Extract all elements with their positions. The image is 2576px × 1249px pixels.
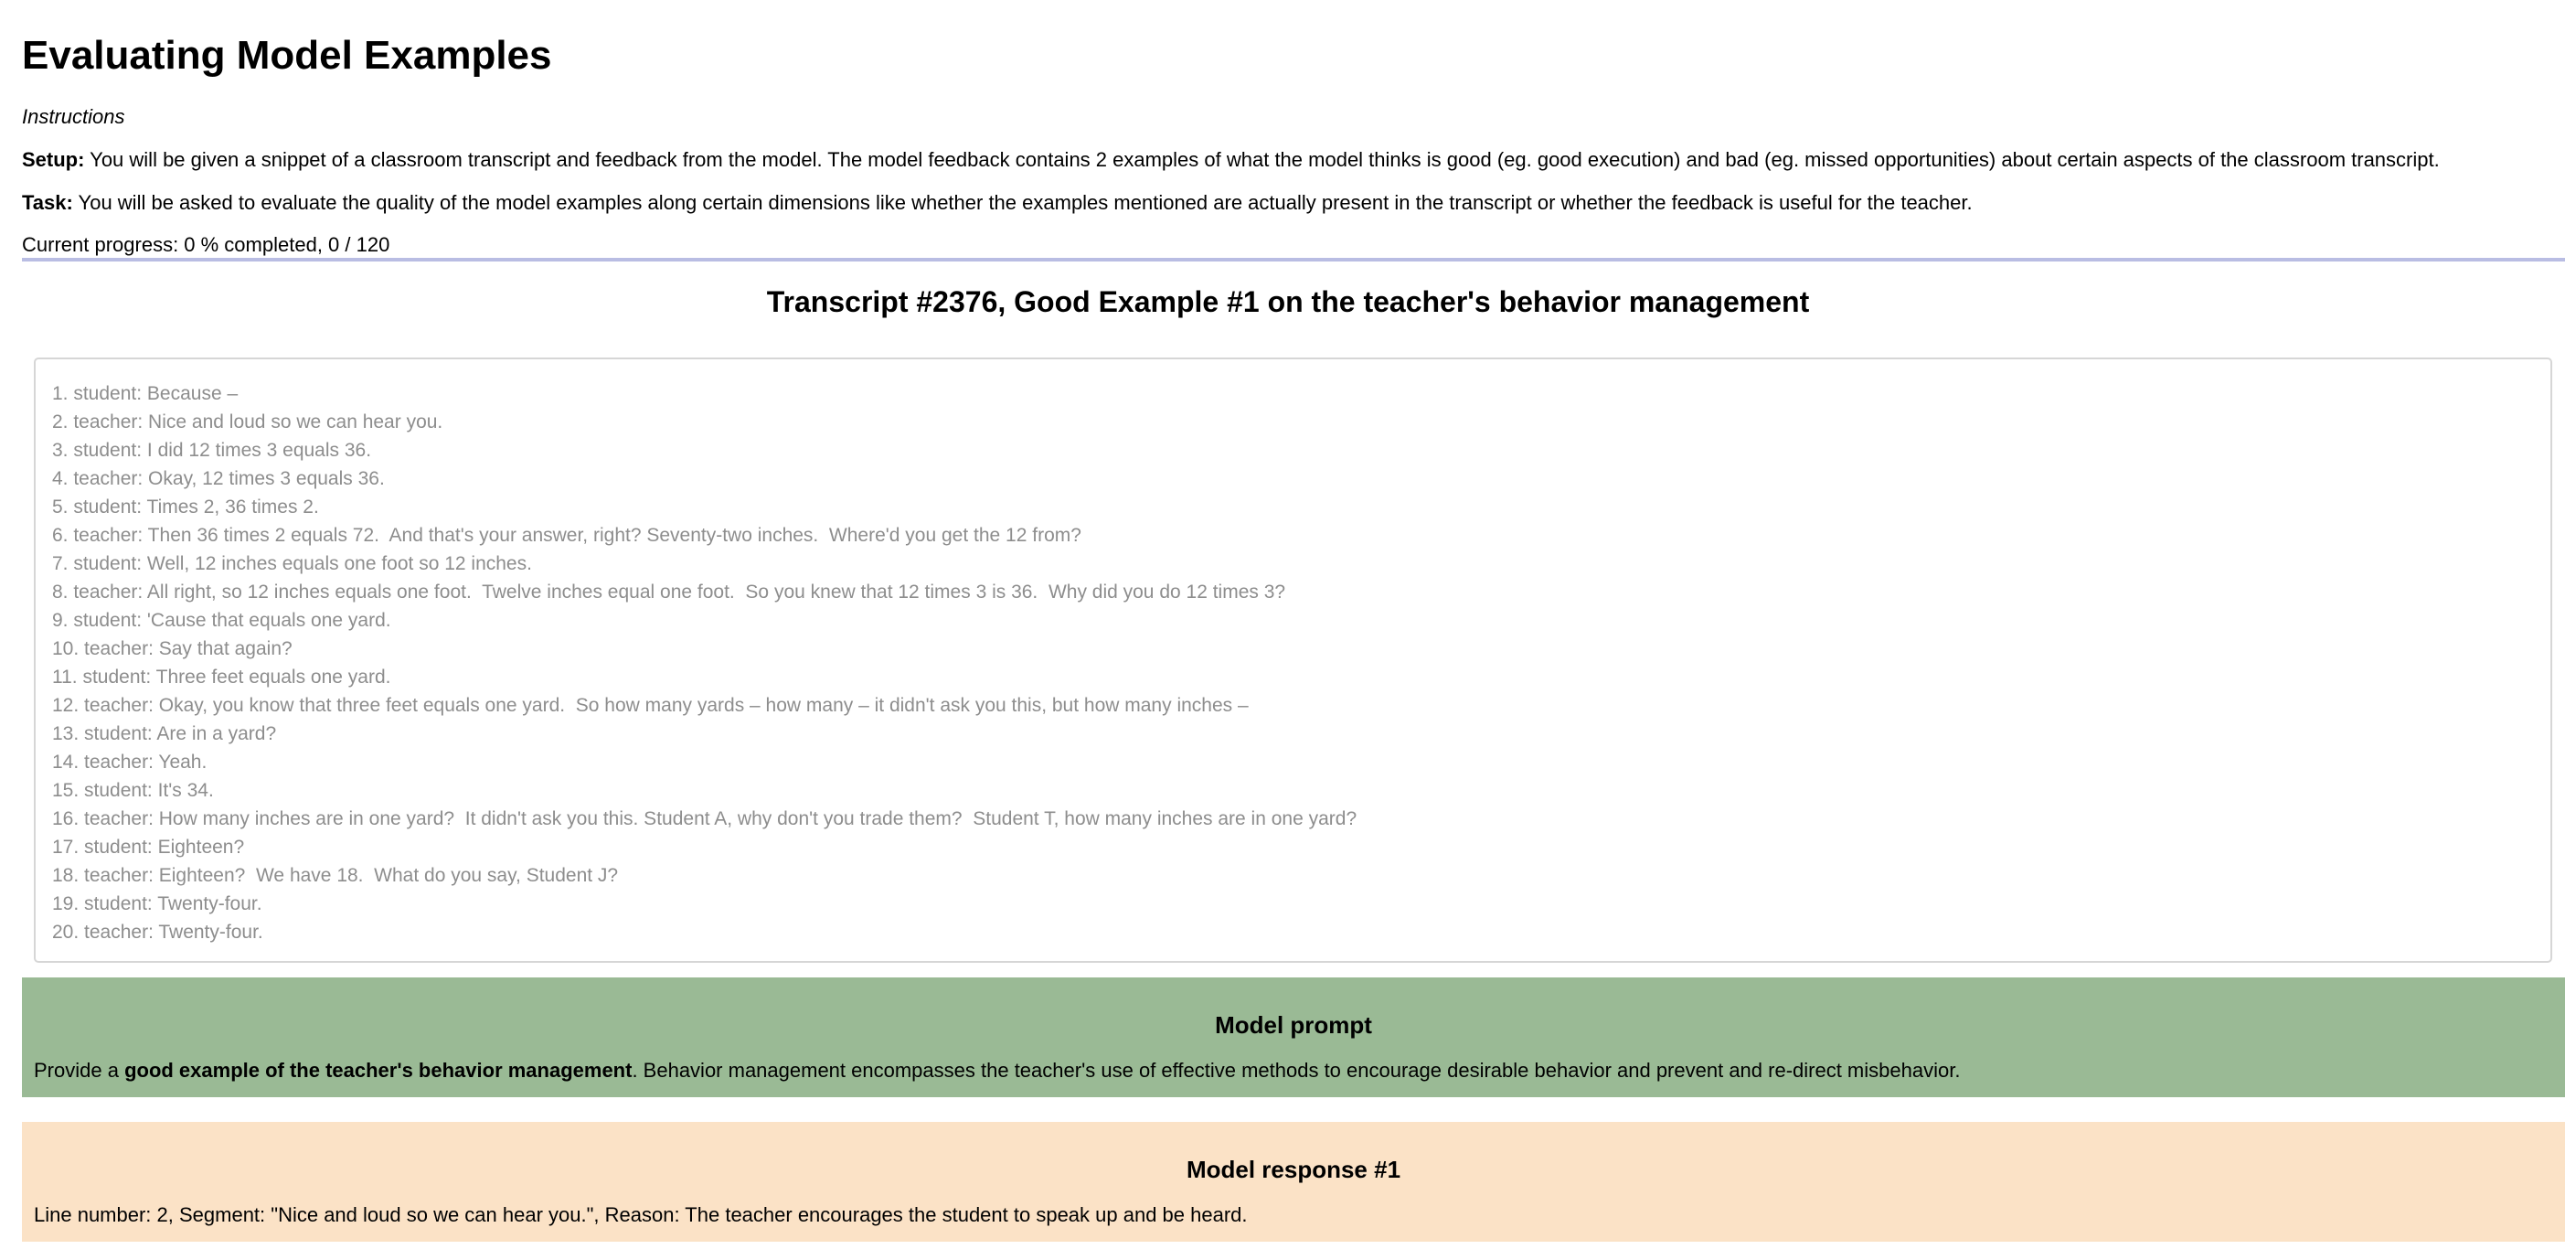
transcript-line: 2. teacher: Nice and loud so we can hear you. <box>52 411 443 432</box>
task-label: Task: <box>22 191 73 214</box>
transcript-line: 16. teacher: How many inches are in one yard? It didn't ask you this. Student A, why don't you trade them? Student T, how many inches are in one yard? <box>52 808 1357 829</box>
model-prompt-panel <box>22 977 2565 1097</box>
transcript-line: 11. student: Three feet equals one yard. <box>52 667 391 688</box>
transcript-line: 13. student: Are in a yard? <box>52 723 277 744</box>
model-response-text: Line number: 2, Segment: "Nice and loud so we can hear you.", Reason: The teacher encourages the student to speak up and be heard. <box>34 1203 1248 1226</box>
model-prompt-text <box>34 1058 2553 1084</box>
task-paragraph <box>22 190 1973 216</box>
transcript-line: 5. student: Times 2, 36 times 2. <box>52 496 319 518</box>
progress-text: Current progress: 0 % completed, 0 / 120 <box>22 233 390 256</box>
transcript-line: 9. student: 'Cause that equals one yard. <box>52 610 391 631</box>
transcript-line: 8. teacher: All right, so 12 inches equals one foot. Twelve inches equal one foot. So you knew that 12 times 3 is 36. Why did you do 12 times 3? <box>52 582 1286 603</box>
transcript-line: 14. teacher: Yeah. <box>52 752 208 773</box>
prompt-text-after: . Behavior management encompasses the teacher's use of effective methods to encourage desirable behavior and prevent and re-direct misbehavior. <box>632 1059 1961 1082</box>
transcript-line: 3. student: I did 12 times 3 equals 36. <box>52 440 372 461</box>
setup-label: Setup: <box>22 148 85 171</box>
transcript-line: 20. teacher: Twenty-four. <box>52 922 263 943</box>
setup-text: You will be given a snippet of a classroom transcript and feedback from the model. The model feedback contains 2 examples of what the model thinks is good (eg. good execution) and bad (eg. missed opportunities) about certain aspects of the classroom transcript. <box>84 148 2440 171</box>
model-prompt-title: Model prompt <box>1215 1011 1372 1039</box>
transcript-line: 17. student: Eighteen? <box>52 837 245 858</box>
transcript-line: 6. teacher: Then 36 times 2 equals 72. And that's your answer, right? Seventy-two inches. Where'd you get the 12 from? <box>52 525 1081 546</box>
transcript-line: 15. student: It's 34. <box>52 780 214 801</box>
section-title: Transcript #2376, Good Example #1 on the teacher's behavior management <box>766 285 1810 318</box>
instructions-label: Instructions <box>22 105 125 128</box>
page <box>0 0 2576 256</box>
transcript-line: 12. teacher: Okay, you know that three feet equals one yard. So how many yards – how many – it didn't ask you this, but how many inches – <box>52 695 1249 716</box>
setup-paragraph <box>22 147 2440 173</box>
transcript-line: 10. teacher: Say that again? <box>52 638 293 659</box>
transcript-line: 18. teacher: Eighteen? We have 18. What do you say, Student J? <box>52 865 619 886</box>
transcript-line: 7. student: Well, 12 inches equals one foot so 12 inches. <box>52 553 532 574</box>
model-response-panel <box>22 1122 2565 1242</box>
transcript-line: 1. student: Because – <box>52 383 239 404</box>
transcript-line: 19. student: Twenty-four. <box>52 893 262 914</box>
prompt-text-bold: good example of the teacher's behavior management <box>124 1059 633 1082</box>
progress-bar <box>22 258 2565 262</box>
page-title: Evaluating Model Examples <box>22 33 552 78</box>
model-response-title: Model response #1 <box>1186 1156 1401 1183</box>
transcript-line: 4. teacher: Okay, 12 times 3 equals 36. <box>52 468 385 489</box>
progress-section <box>22 232 2565 262</box>
prompt-text-before: Provide a <box>34 1059 125 1082</box>
transcript-textarea[interactable] <box>34 358 2552 963</box>
task-text: You will be asked to evaluate the quality of the model examples along certain dimensions like whether the examples mentioned are actually present in the transcript or whether the feedback is useful for the teacher. <box>72 191 1973 214</box>
